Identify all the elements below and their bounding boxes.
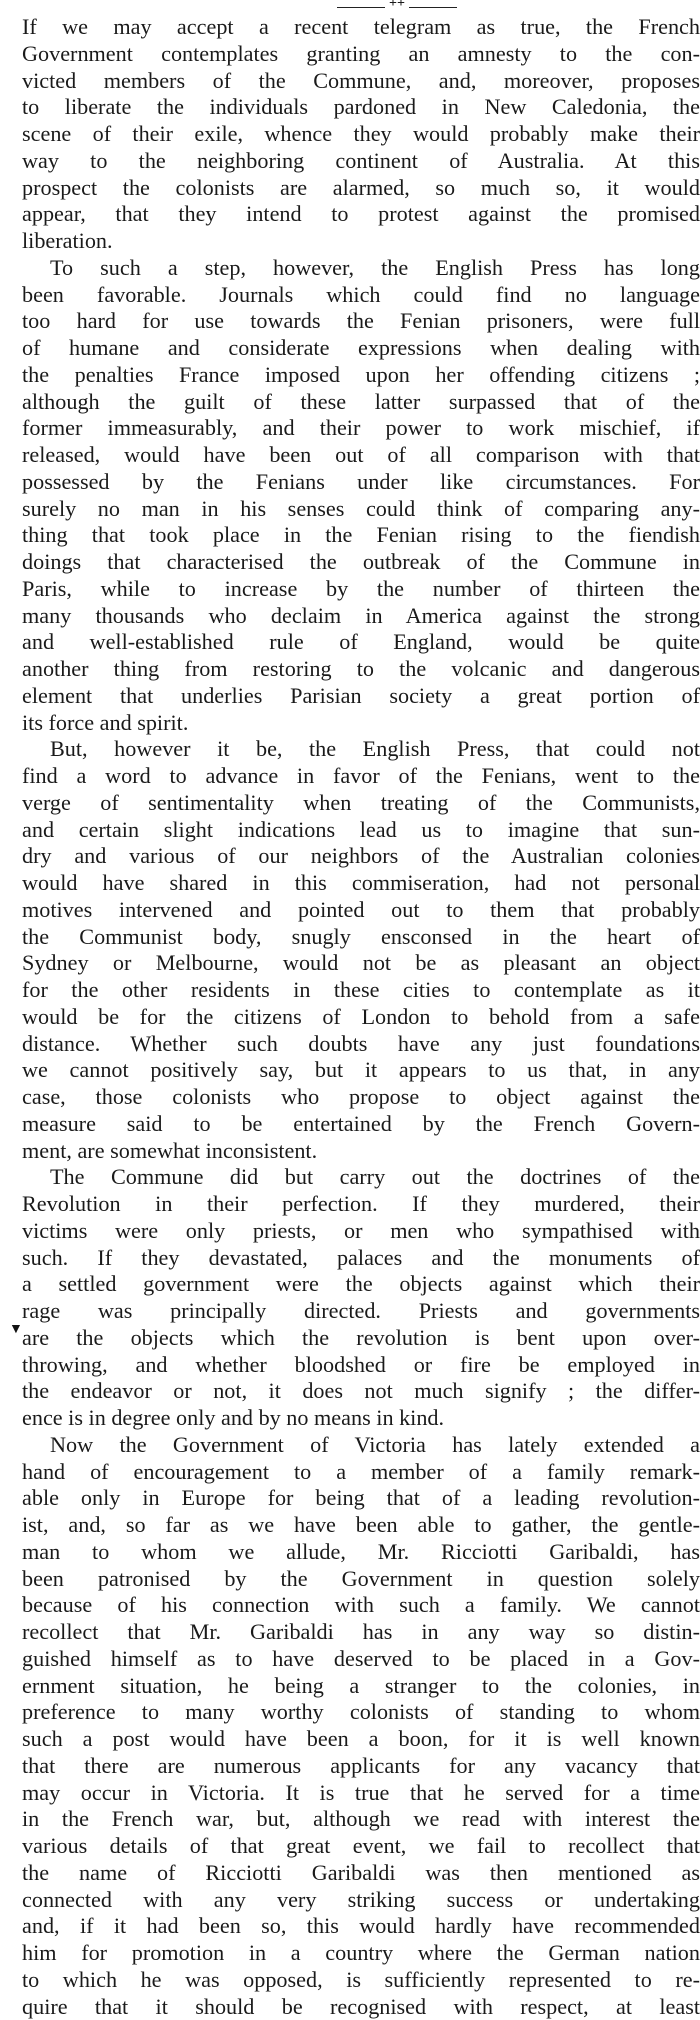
article-line: ment, are somewhat inconsistent. <box>22 1138 700 1165</box>
article-line: prospect the colonists are alarmed, so much so, it would <box>22 175 700 202</box>
article-line: such. If they devastated, palaces and the monuments of <box>22 1245 700 1272</box>
article-line: various details of that great event, we fail to recollect that <box>22 1833 700 1860</box>
article-line: able only in Europe for being that of a leading revolution- <box>22 1485 700 1512</box>
article-line: preference to many worthy colonists of standing to whom <box>22 1699 700 1726</box>
article-line: former immeasurably, and their power to work mischief, if <box>22 415 700 442</box>
article-line: and certain slight indications lead us to imagine that sun- <box>22 817 700 844</box>
article-line: element that underlies Parisian society a great portion of <box>22 683 700 710</box>
article-line: The Commune did but carry out the doctrines of the <box>22 1164 700 1191</box>
article-line: we cannot positively say, but it appears to us that, in any <box>22 1057 700 1084</box>
article-line: and, if it had been so, this would hardly have recommended <box>22 1913 700 1940</box>
article-line: another thing from restoring to the volcanic and dangerous <box>22 656 700 683</box>
article-line: are the objects which the revolution is bent upon over- <box>22 1325 700 1352</box>
divider-rule-left <box>337 7 385 8</box>
article-line: would be for the citizens of London to behold from a safe <box>22 1004 700 1031</box>
article-line: him for promotion in a country where the German nation <box>22 1940 700 1967</box>
article-line: been patronised by the Government in question solely <box>22 1566 700 1593</box>
article-line: way to the neighboring continent of Australia. At this <box>22 148 700 175</box>
article-line: Paris, while to increase by the number of thirteen the <box>22 576 700 603</box>
article-line: a settled government were the objects against which their <box>22 1271 700 1298</box>
article-line: would have shared in this commiseration, had not personal <box>22 870 700 897</box>
article-line: measure said to be entertained by the French Govern- <box>22 1111 700 1138</box>
article-line: man to whom we allude, Mr. Ricciotti Garibaldi, has <box>22 1539 700 1566</box>
article-line: find a word to advance in favor of the Fenians, went to the <box>22 763 700 790</box>
article-line: Revolution in their perfection. If they murdered, their <box>22 1191 700 1218</box>
article-line: To such a step, however, the English Press has long <box>22 255 700 282</box>
article-line: recollect that Mr. Garibaldi has in any way so distin- <box>22 1619 700 1646</box>
article-line: the endeavor or not, it does not much signify ; the differ- <box>22 1378 700 1405</box>
article-line: distance. Whether such doubts have any just foundations <box>22 1031 700 1058</box>
article-line: ist, and, so far as we have been able to gather, the gentle- <box>22 1512 700 1539</box>
section-divider <box>337 0 457 14</box>
article-line: to liberate the individuals pardoned in New Caledonia, the <box>22 94 700 121</box>
article-line: the penalties France imposed upon her offending citizens ; <box>22 362 700 389</box>
article-line: released, would have been out of all comparison with that <box>22 442 700 469</box>
article-line: Government contemplates granting an amnesty to the con- <box>22 41 700 68</box>
divider-rule-right <box>409 7 457 8</box>
article-line: liberation. <box>22 228 700 255</box>
article-line: although the guilt of these latter surpassed that of the <box>22 389 700 416</box>
article-line: too hard for use towards the Fenian prisoners, were full <box>22 308 700 335</box>
article-line: guished himself as to have deserved to be placed in a Gov- <box>22 1646 700 1673</box>
article-line: victims were only priests, or men who sympathised with <box>22 1218 700 1245</box>
article-line: doings that characterised the outbreak of the Commune in <box>22 549 700 576</box>
article-line: ence is in degree only and by no means in kind. <box>22 1405 700 1432</box>
article-line: case, those colonists who propose to object against the <box>22 1084 700 1111</box>
article-line: throwing, and whether bloodshed or fire be employed in <box>22 1352 700 1379</box>
article-line: may occur in Victoria. It is true that he served for a time <box>22 1780 700 1807</box>
divider-ornament: ++ <box>387 0 407 11</box>
article-line: of humane and considerate expressions when dealing with <box>22 335 700 362</box>
article-line: If we may accept a recent telegram as true, the French <box>22 14 700 41</box>
article-line: victed members of the Commune, and, moreover, proposes <box>22 68 700 95</box>
article-line: possessed by the Fenians under like circumstances. For <box>22 469 700 496</box>
article-line: surely no man in his senses could think of comparing any- <box>22 496 700 523</box>
article-body <box>22 14 700 2020</box>
article-line: thing that took place in the Fenian rising to the fiendish <box>22 522 700 549</box>
article-line: dry and various of our neighbors of the Australian colonies <box>22 843 700 870</box>
article-line: verge of sentimentality when treating of the Communists, <box>22 790 700 817</box>
margin-pointer-icon: ▼ <box>9 1324 21 1336</box>
article-line: for the other residents in these cities to contemplate as it <box>22 977 700 1004</box>
article-line: Now the Government of Victoria has lately extended a <box>22 1432 700 1459</box>
article-line: many thousands who declaim in America against the strong <box>22 603 700 630</box>
article-line: hand of encouragement to a member of a family remark- <box>22 1459 700 1486</box>
article-line: that there are numerous applicants for any vacancy that <box>22 1753 700 1780</box>
article-line: because of his connection with such a family. We cannot <box>22 1592 700 1619</box>
article-line: to which he was opposed, is sufficiently represented to re- <box>22 1967 700 1994</box>
article-line: such a post would have been a boon, for it is well known <box>22 1726 700 1753</box>
article-line: ernment situation, he being a stranger to the colonies, in <box>22 1673 700 1700</box>
article-line: the Communist body, snugly ensconsed in the heart of <box>22 924 700 951</box>
article-line: But, however it be, the English Press, that could not <box>22 736 700 763</box>
article-line: appear, that they intend to protest against the promised <box>22 201 700 228</box>
article-line: its force and spirit. <box>22 710 700 737</box>
article-line: the name of Ricciotti Garibaldi was then mentioned as <box>22 1860 700 1887</box>
article-line: in the French war, but, although we read with interest the <box>22 1806 700 1833</box>
article-line: connected with any very striking success or undertaking <box>22 1887 700 1914</box>
article-line: quire that it should be recognised with respect, at least <box>22 1994 700 2020</box>
article-line: been favorable. Journals which could find no language <box>22 282 700 309</box>
article-line: and well-established rule of England, would be quite <box>22 629 700 656</box>
article-line: Sydney or Melbourne, would not be as pleasant an object <box>22 950 700 977</box>
article-line: rage was principally directed. Priests and governments <box>22 1298 700 1325</box>
article-line: motives intervened and pointed out to them that probably <box>22 897 700 924</box>
article-line: scene of their exile, whence they would probably make their <box>22 121 700 148</box>
